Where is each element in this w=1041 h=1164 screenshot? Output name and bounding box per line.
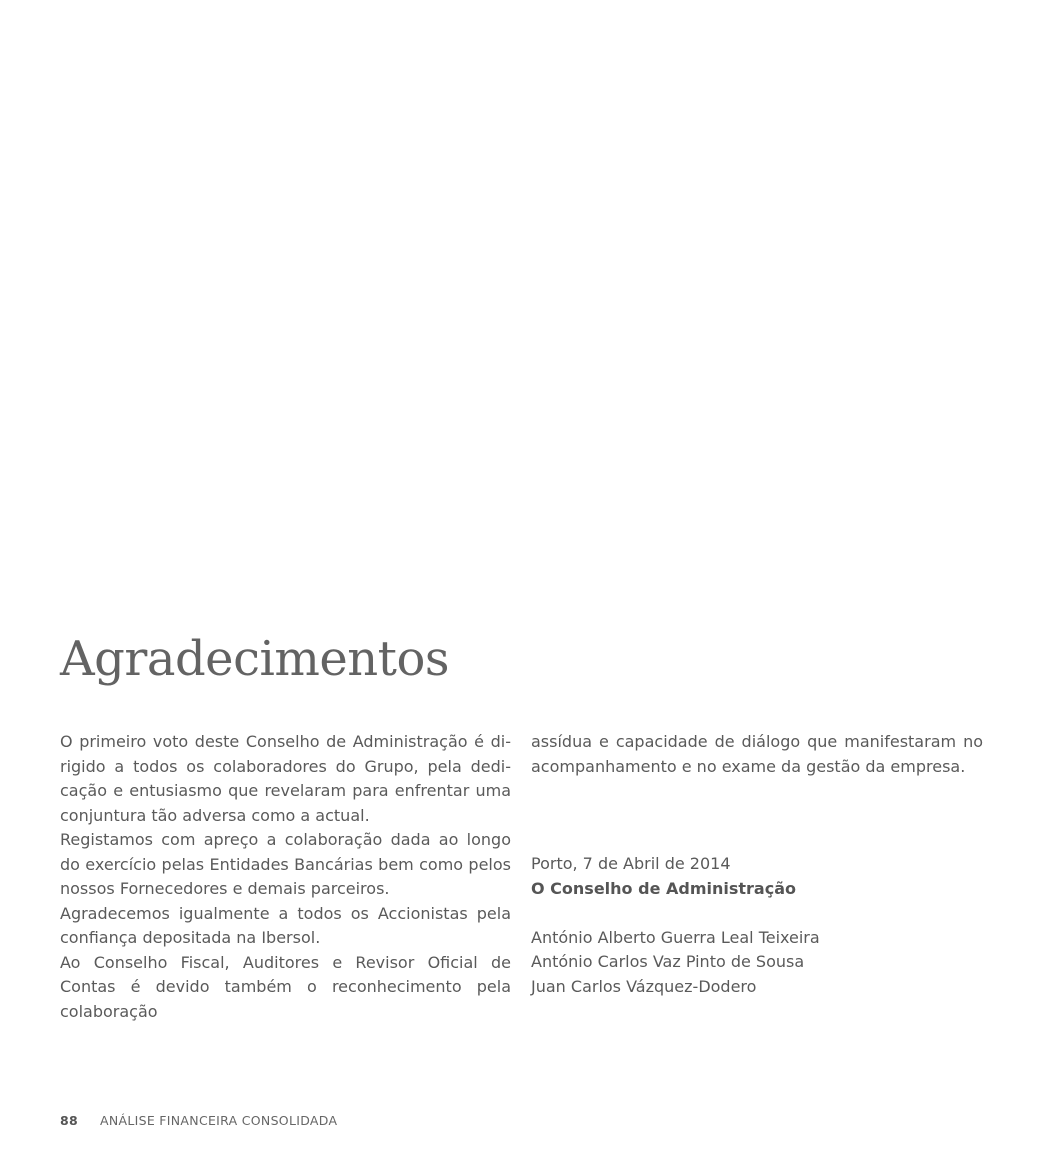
paragraph-shareholders: Agradecemos igualmente a todos os Accionistas pela confiança depositada na Ibersol. xyxy=(60,903,511,947)
paragraph-auditors-part2: assídua e capacidade de diálogo que manifestaram no acompanhamento e no exame da gestão da empresa. xyxy=(531,732,983,776)
section-title: ANÁLISE FINANCEIRA CONSOLIDADA xyxy=(100,1113,338,1128)
page-number: 88 xyxy=(60,1113,78,1128)
paragraph-auditors-part1: Ao Conselho Fiscal, Auditores e Revisor Oficial de Contas é devido também o reconhecimento pela colaboração xyxy=(60,952,511,1021)
signature-block xyxy=(531,852,820,999)
body-column-left xyxy=(60,730,511,1024)
paragraph-banks: Registamos com apreço a colaboração dada ao longo do exercício pelas Entidades Bancárias bem como pelos nossos Fornecedores e demais parceiros. xyxy=(60,830,511,898)
paragraph-collaborators: O primeiro voto deste Conselho de Administração é dirigido a todos os colaboradores do Grupo, pela dedicação e entusiasmo que revelaram para enfrentar uma conjuntura tão adversa como a actual. xyxy=(60,732,511,825)
signatory-name: António Alberto Guerra Leal Teixeira xyxy=(531,927,820,947)
signing-body: O Conselho de Administração xyxy=(531,878,796,898)
page-footer xyxy=(60,1112,337,1130)
place-date: Porto, 7 de Abril de 2014 xyxy=(531,854,731,873)
body-column-right xyxy=(531,730,983,779)
page-title: Agradecimentos xyxy=(60,631,449,687)
signatory-name: Juan Carlos Vázquez-Dodero xyxy=(531,976,757,996)
signatory-name: António Carlos Vaz Pinto de Sousa xyxy=(531,952,805,971)
